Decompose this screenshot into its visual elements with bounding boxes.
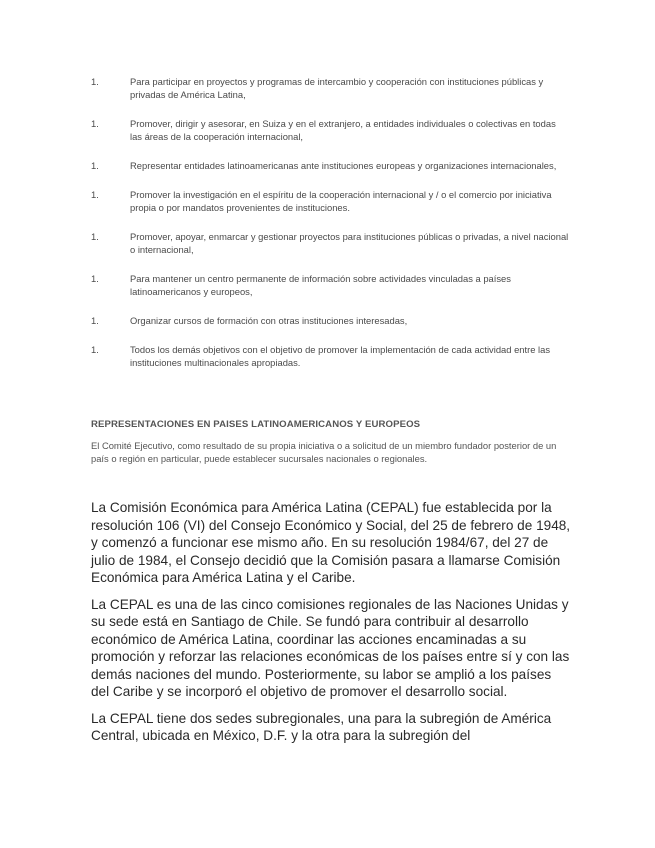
list-item-text: Representar entidades latinoamericanas ante instituciones europeas y organizaciones internacionales,	[130, 160, 557, 171]
body-paragraph: La Comisión Económica para América Latina (CEPAL) fue establecida por la resolución 106 (VI) del Consejo Económico y Social, del 25 de febrero de 1948, y comenzó a funcionar ese mismo año. En su resolución 1984/67, del 27 de julio de 1984, el Consejo decidió que la Comisión pasara a llamarse Comisión Económica para América Latina y el Caribe.	[91, 500, 571, 585]
section-body: El Comité Ejecutivo, como resultado de su propia iniciativa o a solicitud de un miembro fundador posterior de un país o región en particular, puede establecer sucursales nacionales o regionales.	[91, 440, 557, 464]
cepal-section	[91, 499, 571, 754]
list-item	[91, 272, 571, 298]
body-paragraph: La CEPAL tiene dos sedes subregionales, una para la subregión de América Central, ubicada en México, D.F. y la otra para la subregión del	[91, 710, 552, 743]
list-item-number: 1.	[91, 118, 99, 129]
list-item-text: Organizar cursos de formación con otras instituciones interesadas,	[130, 315, 408, 326]
list-item-number: 1.	[91, 76, 99, 87]
list-item-text: Promover la investigación en el espíritu de la cooperación internacional y / o el comercio por iniciativa propia o por mandatos provenientes de instituciones.	[130, 189, 552, 213]
list-item	[91, 75, 571, 101]
list-item-text: Para mantener un centro permanente de información sobre actividades vinculadas a países latinoamericanos y europeos,	[130, 273, 511, 297]
list-item-number: 1.	[91, 189, 99, 200]
list-item-text: Promover, apoyar, enmarcar y gestionar proyectos para instituciones públicas o privadas, a nivel nacional o internacional,	[130, 231, 569, 255]
objectives-list	[91, 75, 571, 385]
list-item-text: Promover, dirigir y asesorar, en Suiza y en el extranjero, a entidades individuales o colectivas en todas las áreas de la cooperación internacional,	[130, 118, 556, 142]
list-item	[91, 314, 571, 327]
list-item-number: 1.	[91, 315, 99, 326]
list-item-text: Para participar en proyectos y programas de intercambio y cooperación con instituciones públicas y privadas de América Latina,	[130, 76, 544, 100]
list-item	[91, 188, 571, 214]
list-item-number: 1.	[91, 273, 99, 284]
list-item-text: Todos los demás objetivos con el objetivo de promover la implementación de cada actividad entre las instituciones multinacionales apropiadas.	[130, 344, 551, 368]
list-item	[91, 159, 571, 172]
list-item	[91, 343, 571, 369]
list-item-number: 1.	[91, 344, 99, 355]
section-heading: REPRESENTACIONES EN PAISES LATINOAMERICANOS Y EUROPEOS	[91, 419, 421, 430]
list-item	[91, 117, 571, 143]
list-item-number: 1.	[91, 231, 99, 242]
body-paragraph: La CEPAL es una de las cinco comisiones regionales de las Naciones Unidas y su sede está en Santiago de Chile. Se fundó para contribuir al desarrollo económico de América Latina, coordinar las acciones encaminadas a su promoción y reforzar las relaciones económicas de los países entre sí y con las demás naciones del mundo. Posteriormente, su labor se amplió a los países del Caribe y se incorporó el objetivo de promover el desarrollo social.	[91, 596, 570, 699]
list-item-number: 1.	[91, 160, 99, 171]
list-item	[91, 230, 571, 256]
